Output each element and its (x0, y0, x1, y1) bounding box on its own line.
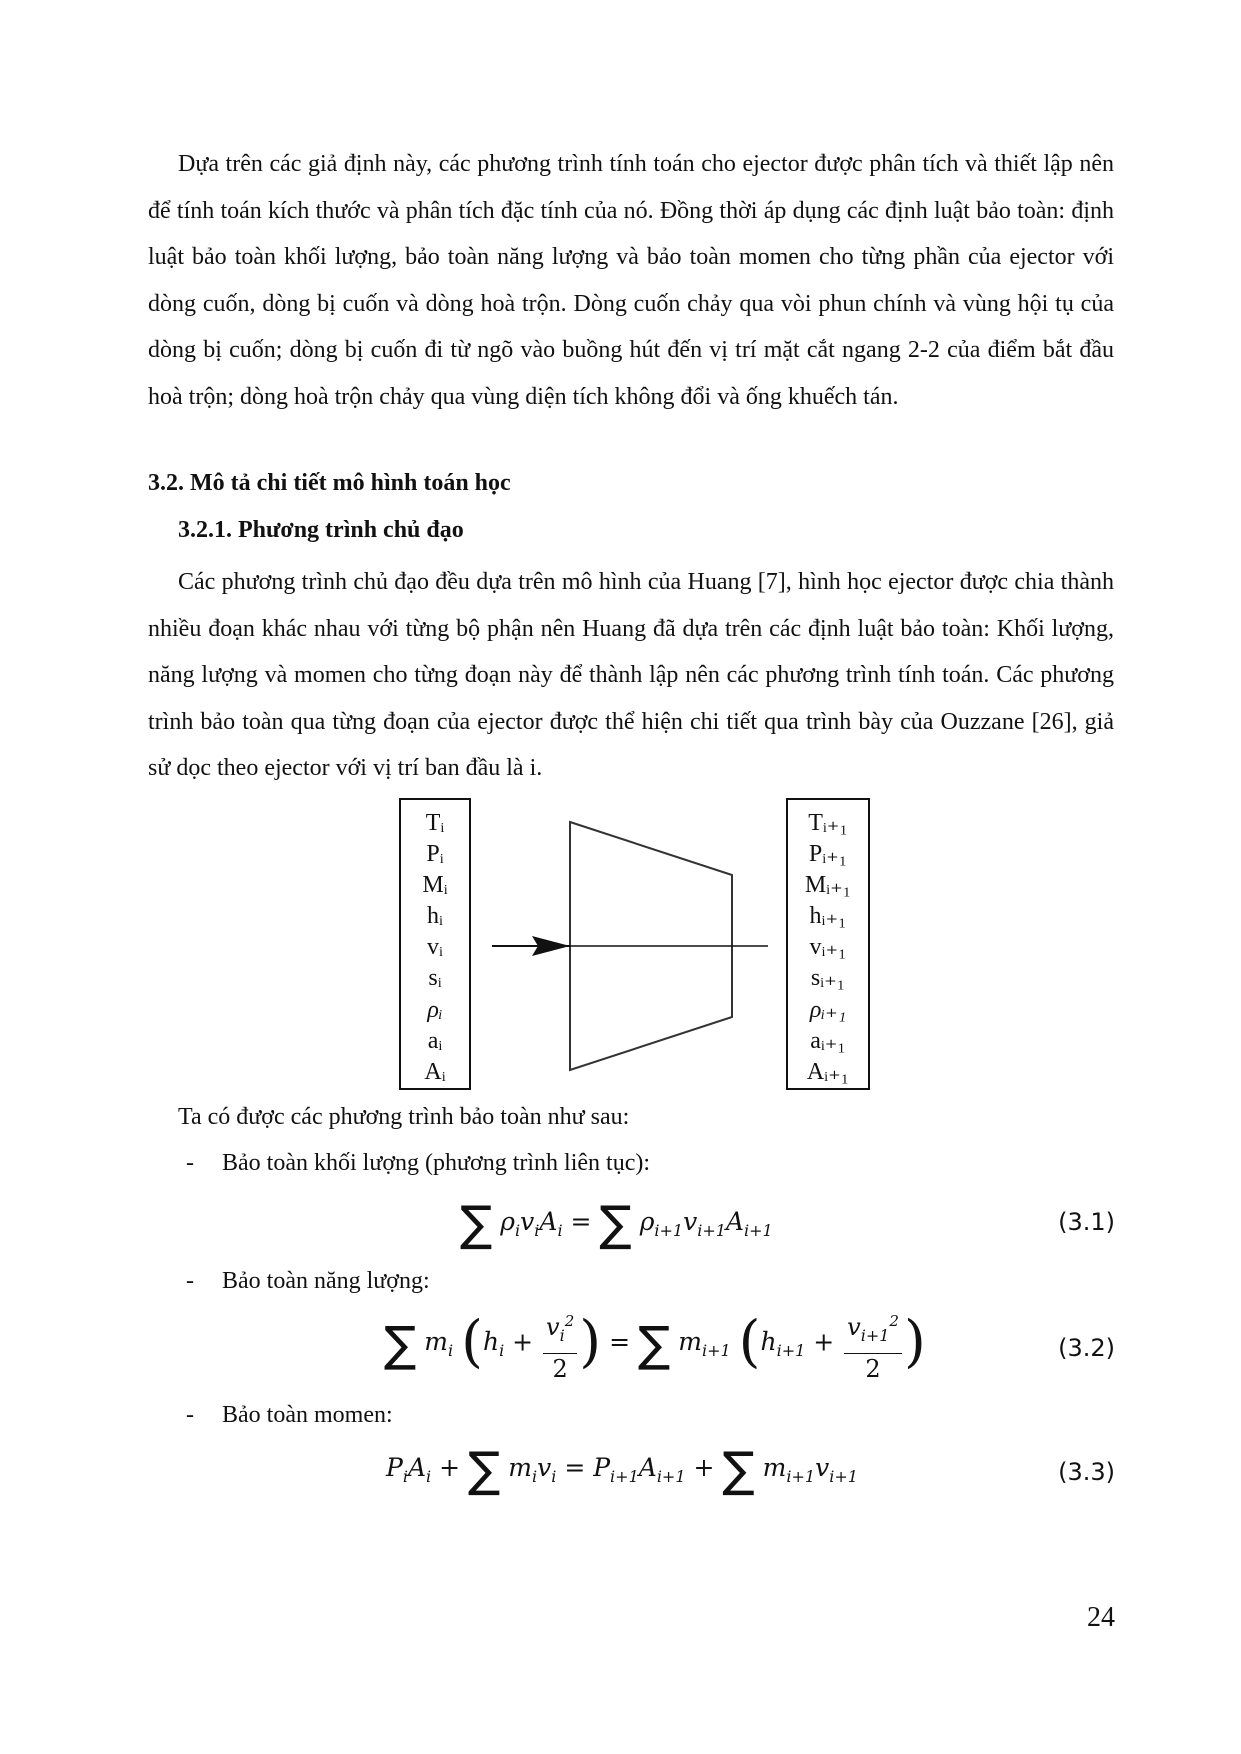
outlet-T: Tᵢ₊₁ (808, 810, 848, 836)
inlet-A: Aᵢ (424, 1059, 446, 1085)
list-item-mass: Bảo toàn khối lượng (phương trình liên tục): (222, 1150, 651, 1176)
outlet-P: Pᵢ₊₁ (808, 841, 848, 867)
list-dash: - (186, 1402, 194, 1428)
outlet-rho: ρᵢ₊₁ (809, 997, 847, 1023)
list-item-energy: Bảo toàn năng lượng: (222, 1268, 430, 1294)
page-number: 24 (1087, 1602, 1115, 1633)
paragraph-conservation-intro: Ta có được các phương trình bảo toàn như sau: (178, 1104, 630, 1130)
outlet-a: aᵢ₊₁ (810, 1028, 846, 1054)
inlet-a: aᵢ (427, 1028, 443, 1054)
inlet-s: sᵢ (428, 965, 442, 991)
nozzle-diagram (470, 800, 790, 1090)
inlet-h: hᵢ (427, 903, 443, 929)
inlet-T: Tᵢ (425, 810, 445, 836)
equation-number-3-2: (3.2) (1058, 1334, 1115, 1362)
list-item-momentum: Bảo toàn momen: (222, 1402, 393, 1428)
list-dash: - (186, 1268, 194, 1294)
outlet-h: hᵢ₊₁ (809, 903, 847, 929)
outlet-v: vᵢ₊₁ (809, 934, 847, 960)
paragraph-assumptions: Dựa trên các giả định này, các phương trình tính toán cho ejector được phân tích và thiết lập nên để tính toán kích thước và phân tích đặc tính của nó. Đồng thời áp dụng các định luật bảo toàn: định luật bảo toàn khối lượng, bảo toàn năng lượng và bảo toàn momen cho từng phần của ejector với dòng cuốn, dòng bị cuốn và dòng hoà trộn. Dòng cuốn chảy qua vòi phun chính và vùng hội tụ của dòng bị cuốn; dòng bị cuốn đi từ ngõ vào buồng hút đến vị trí mặt cắt ngang 2-2 của điểm bắt đầu hoà trộn; dòng hoà trộn chảy qua vùng diện tích không đổi và ống khuếch tán. (148, 151, 1114, 410)
equation-number-3-1: (3.1) (1058, 1208, 1115, 1236)
subsection-heading: 3.2.1. Phương trình chủ đạo (178, 517, 464, 543)
equation-momentum-conservation: $P_iA_i$ + ∑ $m_iv_i = P_{i+1}A_{i+1}$ + ∑ $m_{i+1}v_{i+1}$ (386, 1442, 858, 1498)
outlet-properties-box (786, 798, 870, 1090)
outlet-s: sᵢ₊₁ (810, 965, 846, 991)
list-dash: - (186, 1150, 194, 1176)
outlet-M: Mᵢ₊₁ (804, 872, 852, 898)
inlet-properties-box (399, 798, 471, 1090)
equation-mass-conservation: ∑ $\rho_iv_iA_i$ = ∑ $\rho_{i+1}v_{i+1}A_{i+1}$ (460, 1196, 773, 1252)
section-heading: 3.2. Mô tả chi tiết mô hình toán học (148, 470, 511, 496)
inlet-M: Mᵢ (422, 872, 448, 898)
inlet-rho: ρᵢ (427, 997, 443, 1023)
paragraph-governing-equations: Các phương trình chủ đạo đều dựa trên mô hình của Huang [7], hình học ejector được chia thành nhiều đoạn khác nhau với từng bộ phận nên Huang đã dựa trên các định luật bảo toàn: Khối lượng, năng lượng và momen cho từng đoạn này để thành lập nên các phương trình tính toán. Các phương trình bảo toàn qua từng đoạn của ejector được thể hiện chi tiết qua trình bày của Ouzzane [26], giả sử dọc theo ejector với vị trí ban đầu là i. (148, 569, 1114, 782)
outlet-A: Aᵢ₊₁ (806, 1059, 850, 1085)
inlet-v: vᵢ (427, 934, 443, 960)
equation-number-3-3: (3.3) (1058, 1458, 1115, 1486)
inlet-P: Pᵢ (426, 841, 444, 867)
equation-energy-conservation: ∑ $m_i$ ($h_i$ + $\frac{v_i^2}{2}$ ) = ∑ $m_{i+1}$ ($h_{i+1}$ + $\frac{v_{i+1}^2}{2}$ ) (384, 1304, 926, 1384)
